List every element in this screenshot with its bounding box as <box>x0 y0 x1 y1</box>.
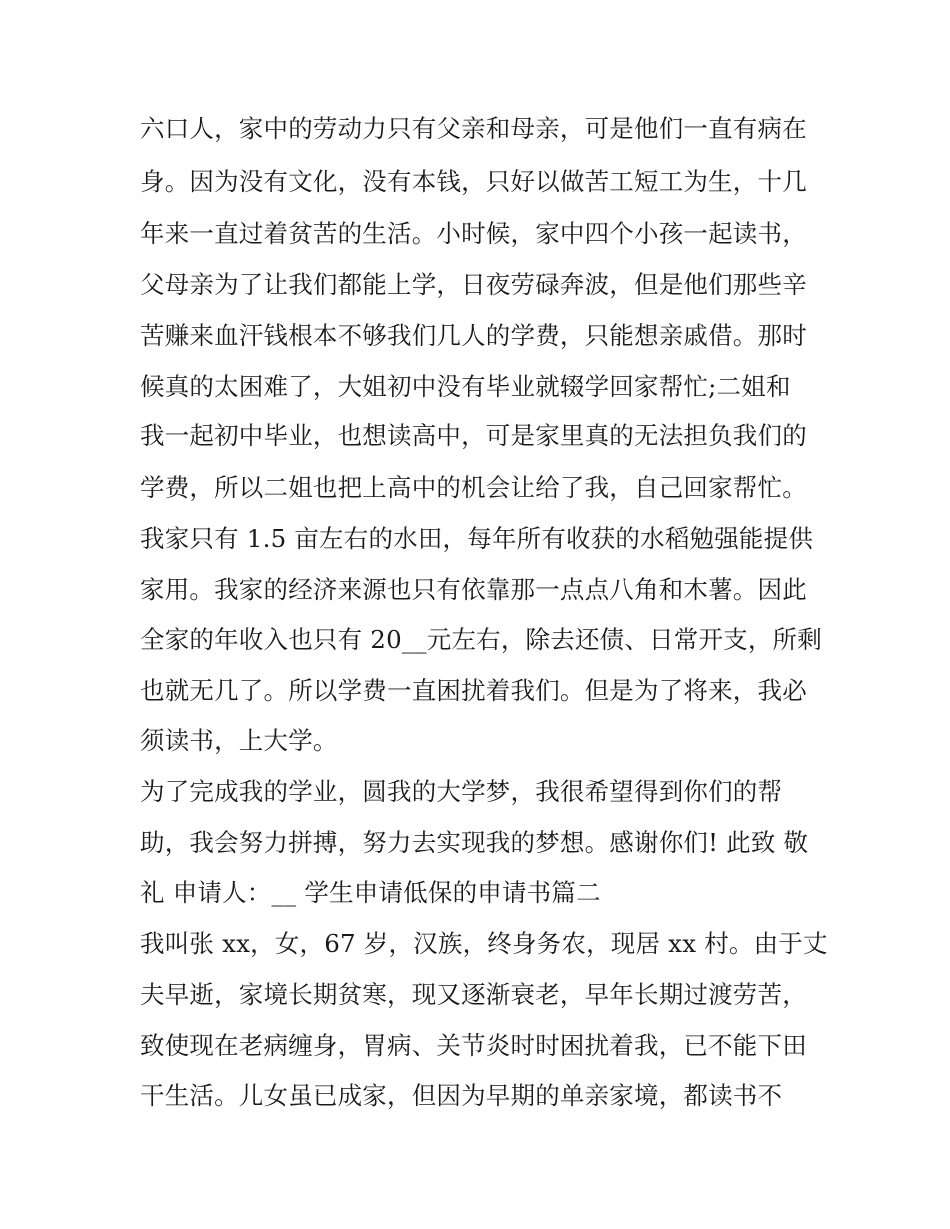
text-line: 助，我会努力拼搏，努力去实现我的梦想。感谢你们! 此致 敬 <box>140 828 809 857</box>
text-line: 我一起初中毕业，也想读高中，可是家里真的无法担负我们的 <box>140 421 807 450</box>
text-line: 夫早逝，家境长期贫寒，现又逐渐衰老，早年长期过渡劳苦， <box>140 980 807 1009</box>
text-line: 身。因为没有文化，没有本钱，只好以做苦工短工为生，十几 <box>140 167 807 196</box>
text-line: 候真的太困难了，大姐初中没有毕业就辍学回家帮忙;二姐和 <box>140 372 791 401</box>
text-line: 苦赚来血汗钱根本不够我们几人的学费，只能想亲戚借。那时 <box>140 321 807 350</box>
text-line: 为了完成我的学业，圆我的大学梦，我很希望得到你们的帮 <box>140 777 783 806</box>
text-line: 干生活。儿女虽已成家，但因为早期的单亲家境，都读书不 <box>140 1081 783 1110</box>
text-line: 须读书，上大学。 <box>140 726 338 755</box>
text-line: 家用。我家的经济来源也只有依靠那一点点八角和木薯。因此 <box>140 575 807 604</box>
text-line: 礼 申请人：__ 学生申请低保的申请书篇二 <box>140 878 601 907</box>
text-line: 我家只有 1.5 亩左右的水田，每年所有收获的水稻勉强能提供 <box>140 524 814 553</box>
text-line: 致使现在老病缠身，胃病、关节炎时时困扰着我，已不能下田 <box>140 1031 807 1060</box>
text-line: 学费，所以二姐也把上高中的机会让给了我，自己回家帮忙。 <box>140 473 807 502</box>
text-line: 我叫张 xx，女，67 岁，汉族，终身务农，现居 xx 村。由于丈 <box>140 929 828 958</box>
text-line: 六口人，家中的劳动力只有父亲和母亲，可是他们一直有病在 <box>140 114 807 143</box>
text-line: 也就无几了。所以学费一直困扰着我们。但是为了将来，我必 <box>140 676 807 705</box>
text-line: 全家的年收入也只有 20__元左右，除去还债、日常开支，所剩 <box>140 625 822 654</box>
text-line: 父母亲为了让我们都能上学，日夜劳碌奔波，但是他们那些辛 <box>140 270 807 299</box>
text-line: 年来一直过着贫苦的生活。小时候，家中四个小孩一起读书， <box>140 219 807 248</box>
